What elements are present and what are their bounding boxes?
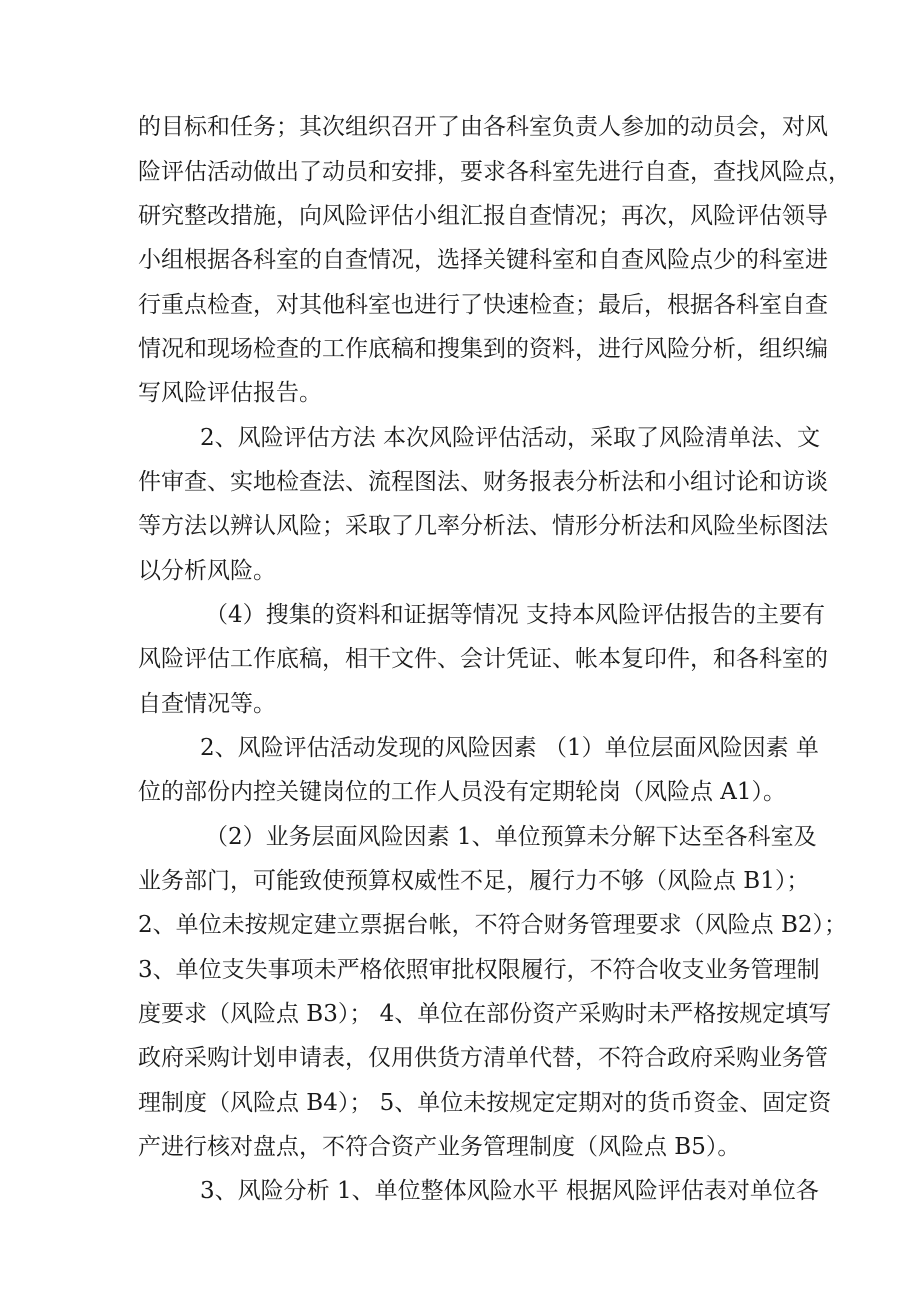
text-line: 小组根据各科室的自查情况，选择关键科室和自查风险点少的科室进 — [138, 247, 828, 273]
text-line: 2、单位未按规定建立票据台帐，不符合财务管理要求（风险点 B2）； — [138, 912, 847, 938]
text-line: 写风险评估报告。 — [138, 380, 322, 406]
text-line: 的目标和任务；其次组织召开了由各科室负责人参加的动员会，对风 — [138, 114, 828, 140]
text-line: 位的部份内控关键岗位的工作人员没有定期轮岗（风险点 A1）。 — [138, 779, 787, 805]
text-line: （2）业务层面风险因素 1、单位预算未分解下达至各科室及 — [205, 824, 817, 850]
text-line: 理制度（风险点 B4）； 5、单位未按规定定期对的货币资金、固定资 — [138, 1090, 832, 1116]
text-line: （4）搜集的资料和证据等情况 支持本风险评估报告的主要有 — [205, 602, 825, 628]
text-line: 2、风险评估活动发现的风险因素 （1）单位层面风险因素 单 — [200, 735, 819, 761]
text-line: 情况和现场检查的工作底稿和搜集到的资料，进行风险分析，组织编 — [138, 336, 828, 362]
text-line: 度要求（风险点 B3）； 4、单位在部份资产采购时未严格按规定填写 — [138, 1001, 832, 1027]
text-line: 险评估活动做出了动员和安排，要求各科室先进行自查，查找风险点， — [138, 159, 851, 185]
text-line: 研究整改措施，向风险评估小组汇报自查情况；再次，风险评估领导 — [138, 203, 828, 229]
text-line: 3、单位支失事项未严格依照审批权限履行，不符合收支业务管理制 — [138, 957, 820, 983]
text-line: 行重点检查，对其他科室也进行了快速检查；最后，根据各科室自查 — [138, 292, 828, 318]
text-line: 件审查、实地检查法、流程图法、财务报表分析法和小组讨论和访谈 — [138, 469, 828, 495]
text-line: 风险评估工作底稿，相干文件、会计凭证、帐本复印件，和各科室的 — [138, 646, 828, 672]
text-line: 等方法以辨认风险；采取了几率分析法、情形分析法和风险坐标图法 — [138, 513, 828, 539]
text-line: 业务部门，可能致使预算权威性不足，履行力不够（风险点 B1）； — [138, 868, 810, 894]
text-line: 政府采购计划申请表，仅用供货方清单代替，不符合政府采购业务管 — [138, 1045, 828, 1071]
text-line: 2、风险评估方法 本次风险评估活动，采取了风险清单法、文 — [200, 425, 820, 451]
text-line: 以分析风险。 — [138, 558, 276, 584]
text-line: 产进行核对盘点，不符合资产业务管理制度（风险点 B5）。 — [138, 1134, 741, 1160]
text-line: 3、风险分析 1、单位整体风险水平 根据风险评估表对单位各 — [200, 1178, 819, 1204]
text-line: 自查情况等。 — [138, 691, 276, 717]
